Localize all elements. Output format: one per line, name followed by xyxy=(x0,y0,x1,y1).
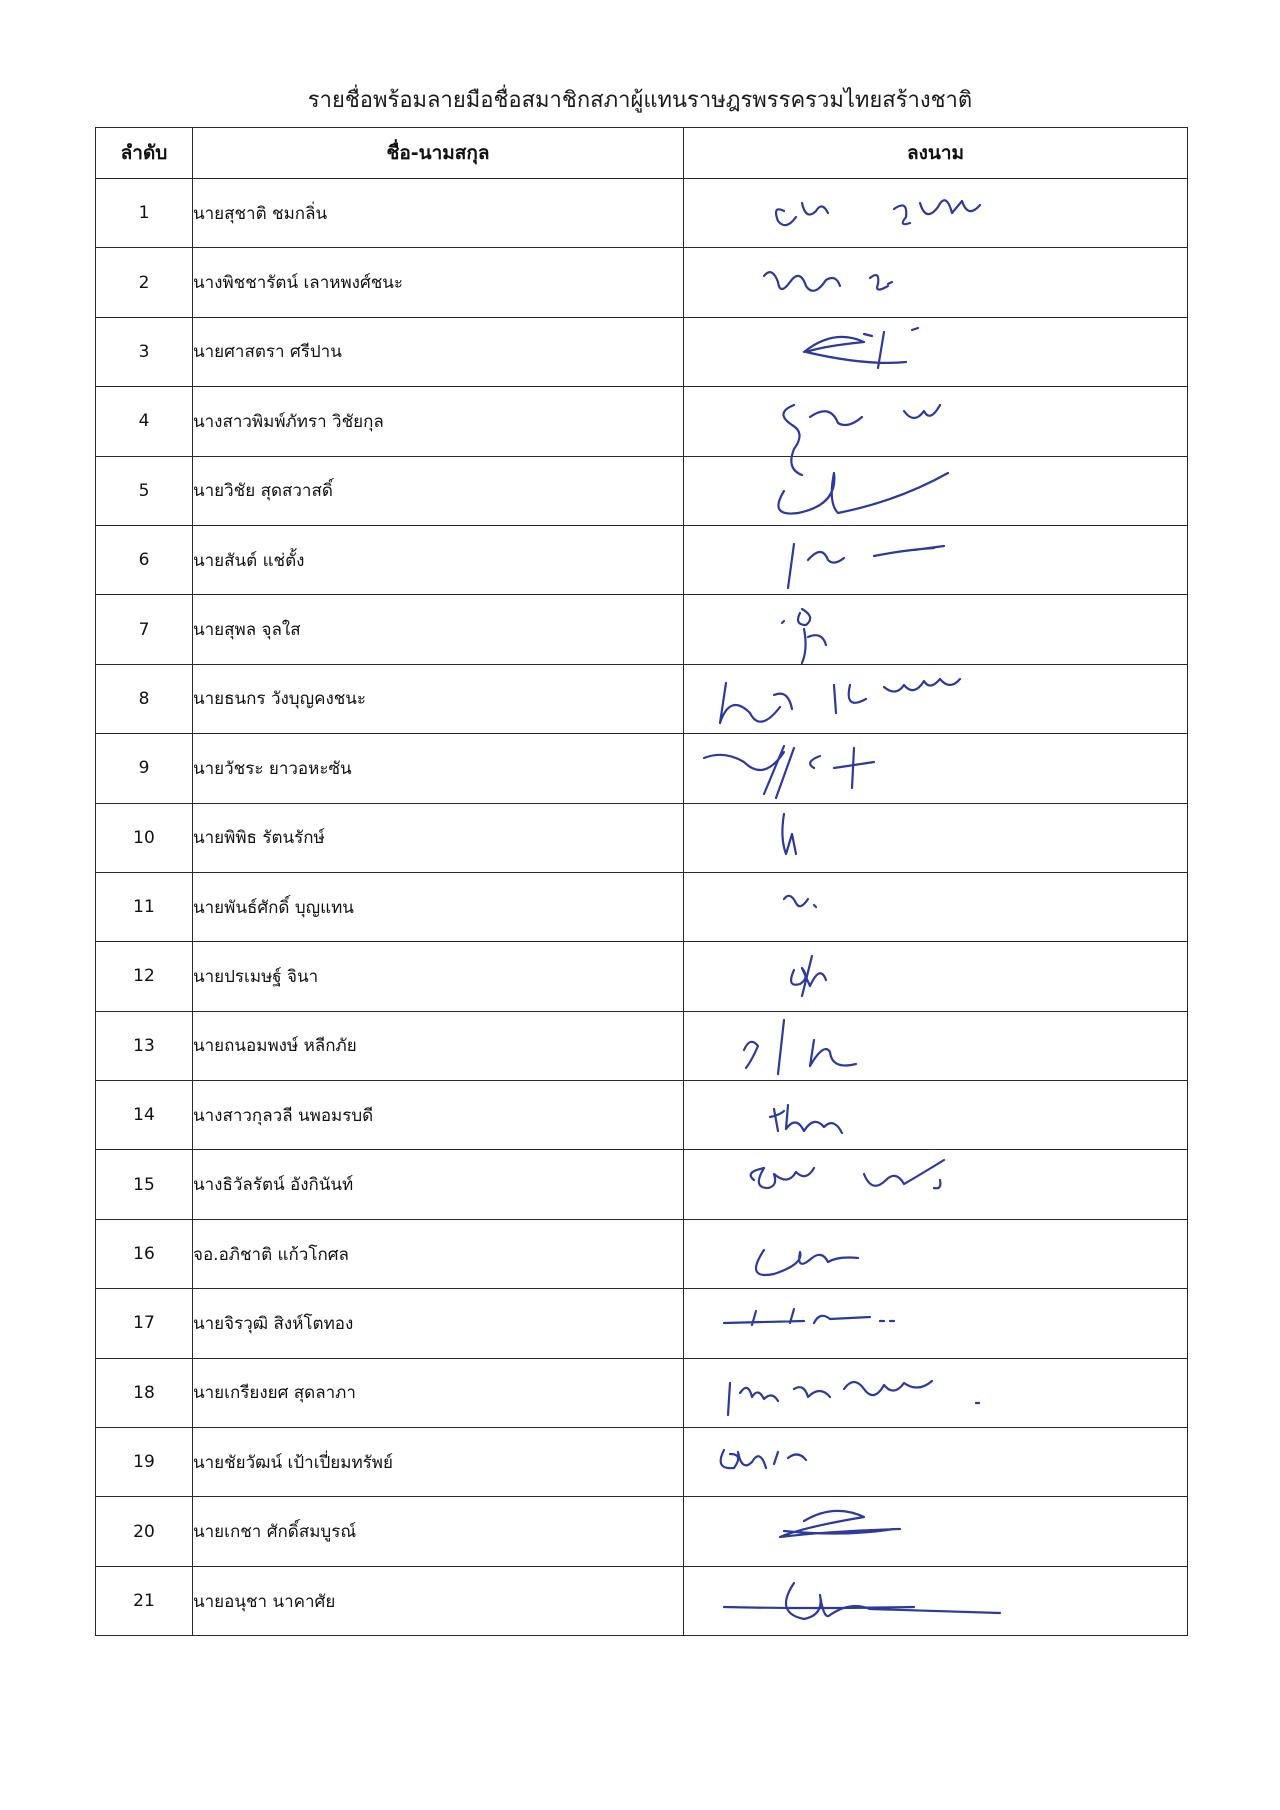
header-name: ชื่อ-นามสกุล xyxy=(193,128,684,179)
member-name: จอ.อภิชาติ แก้วโกศล xyxy=(193,1219,684,1288)
signature-cell xyxy=(684,456,1188,525)
signature-stroke xyxy=(770,1105,842,1133)
row-number: 20 xyxy=(96,1497,193,1566)
table-row xyxy=(96,1011,1188,1080)
table-row xyxy=(96,1428,1188,1497)
signature-cell xyxy=(684,595,1188,664)
table-row xyxy=(96,248,1188,317)
member-name: นายสันต์ แช่ตั้ง xyxy=(193,525,684,594)
row-number: 9 xyxy=(96,734,193,803)
signature-cell xyxy=(684,1497,1188,1566)
signature-cell xyxy=(684,1358,1188,1427)
table-row xyxy=(96,1081,1188,1150)
signature-cell xyxy=(684,387,1188,456)
row-number: 14 xyxy=(96,1081,193,1150)
row-number: 19 xyxy=(96,1428,193,1497)
member-name: นายวิชัย สุดสวาสดิ์ xyxy=(193,456,684,525)
signature-stroke xyxy=(782,814,796,854)
table-row xyxy=(96,1566,1188,1635)
table-row xyxy=(96,1150,1188,1219)
table-row xyxy=(96,1358,1188,1427)
signature-cell xyxy=(684,1150,1188,1219)
member-name: นายศาสตรา ศรีปาน xyxy=(193,317,684,386)
signature-stroke xyxy=(764,273,892,292)
signature-cell xyxy=(684,872,1188,941)
signature-cell xyxy=(684,734,1188,803)
row-number: 12 xyxy=(96,942,193,1011)
member-name: นายวัชระ ยาวอหะซัน xyxy=(193,734,684,803)
table-row xyxy=(96,872,1188,941)
signature-stroke xyxy=(804,328,918,368)
table-row xyxy=(96,317,1188,386)
member-name: นายพิพิธ รัตนรักษ์ xyxy=(193,803,684,872)
member-name: นางสาวกุลวลี นพอมรบดี xyxy=(193,1081,684,1150)
member-name: นายปรเมษฐ์ จินา xyxy=(193,942,684,1011)
signature-stroke xyxy=(724,1583,1000,1619)
signature-stroke xyxy=(756,1250,858,1275)
table-row xyxy=(96,456,1188,525)
member-name: นายชัยวัฒน์ เป้าเปี่ยมทรัพย์ xyxy=(193,1428,684,1497)
signature-cell xyxy=(684,942,1188,1011)
member-name: นายสุชาติ ชมกลิ่น xyxy=(193,179,684,248)
row-number: 11 xyxy=(96,872,193,941)
signature-stroke xyxy=(720,679,960,723)
signature-stroke xyxy=(782,609,826,663)
signature-stroke xyxy=(784,896,816,907)
signature-cell xyxy=(684,803,1188,872)
signature-cell xyxy=(684,1011,1188,1080)
member-name: นายพันธ์ศักดิ์ บุญแทน xyxy=(193,872,684,941)
signature-cell xyxy=(684,179,1188,248)
signature-stroke xyxy=(721,1450,806,1468)
signature-cell xyxy=(684,1289,1188,1358)
signature-cell xyxy=(684,248,1188,317)
member-name: นางสาวพิมพ์ภัทรา วิชัยกุล xyxy=(193,387,684,456)
handwritten-signature xyxy=(684,1561,1189,1643)
signature-stroke xyxy=(751,1160,944,1188)
signature-cell xyxy=(684,1081,1188,1150)
table-row xyxy=(96,1219,1188,1288)
row-number: 18 xyxy=(96,1358,193,1427)
table-row xyxy=(96,803,1188,872)
member-name: นายเกรียงยศ สุดลาภา xyxy=(193,1358,684,1427)
signature-cell xyxy=(684,317,1188,386)
member-name: นายเกชา ศักดิ์สมบูรณ์ xyxy=(193,1497,684,1566)
member-name: นายสุพล จุลใส xyxy=(193,595,684,664)
signature-stroke xyxy=(776,200,980,225)
row-number: 13 xyxy=(96,1011,193,1080)
row-number: 3 xyxy=(96,317,193,386)
member-name: นายธนกร วังบุญคงชนะ xyxy=(193,664,684,733)
row-number: 6 xyxy=(96,525,193,594)
header-signature: ลงนาม xyxy=(684,128,1188,179)
table-row xyxy=(96,387,1188,456)
row-number: 7 xyxy=(96,595,193,664)
signature-stroke xyxy=(724,1309,894,1325)
table-row xyxy=(96,1289,1188,1358)
header-no: ลำดับ xyxy=(96,128,193,179)
row-number: 16 xyxy=(96,1219,193,1288)
row-number: 17 xyxy=(96,1289,193,1358)
signature-stroke xyxy=(788,544,944,588)
row-number: 5 xyxy=(96,456,193,525)
signature-cell xyxy=(684,1219,1188,1288)
member-name: นางธิวัลรัตน์ อังกินันท์ xyxy=(193,1150,684,1219)
table-row xyxy=(96,664,1188,733)
member-name: นายจิรวุฒิ สิงห์โตทอง xyxy=(193,1289,684,1358)
row-number: 15 xyxy=(96,1150,193,1219)
signature-stroke xyxy=(728,1381,979,1415)
row-number: 4 xyxy=(96,387,193,456)
row-number: 21 xyxy=(96,1566,193,1635)
member-signature-table xyxy=(95,127,1188,1636)
signature-cell xyxy=(684,1566,1188,1635)
signature-stroke xyxy=(778,473,948,514)
table-row xyxy=(96,942,1188,1011)
document-title: รายชื่อพร้อมลายมือชื่อสมาชิกสภาผู้แทนราษฎรพรรครวมไทยสร้างชาติ xyxy=(307,88,973,113)
signature-stroke xyxy=(791,956,826,996)
table-row xyxy=(96,1497,1188,1566)
member-name: นายถนอมพงษ์ หลีกภัย xyxy=(193,1011,684,1080)
signature-stroke xyxy=(744,1020,856,1074)
table-row xyxy=(96,179,1188,248)
signature-cell xyxy=(684,1428,1188,1497)
signature-stroke xyxy=(780,1511,900,1537)
member-name: นางพิชชารัตน์ เลาหพงศ์ชนะ xyxy=(193,248,684,317)
table-row xyxy=(96,595,1188,664)
signature-cell xyxy=(684,664,1188,733)
signature-cell xyxy=(684,525,1188,594)
row-number: 8 xyxy=(96,664,193,733)
member-name: นายอนุชา นาคาศัย xyxy=(193,1566,684,1635)
row-number: 10 xyxy=(96,803,193,872)
row-number: 1 xyxy=(96,179,193,248)
row-number: 2 xyxy=(96,248,193,317)
table-row xyxy=(96,525,1188,594)
table-header-row xyxy=(96,128,1188,179)
signature-stroke xyxy=(704,746,874,798)
table-row xyxy=(96,734,1188,803)
